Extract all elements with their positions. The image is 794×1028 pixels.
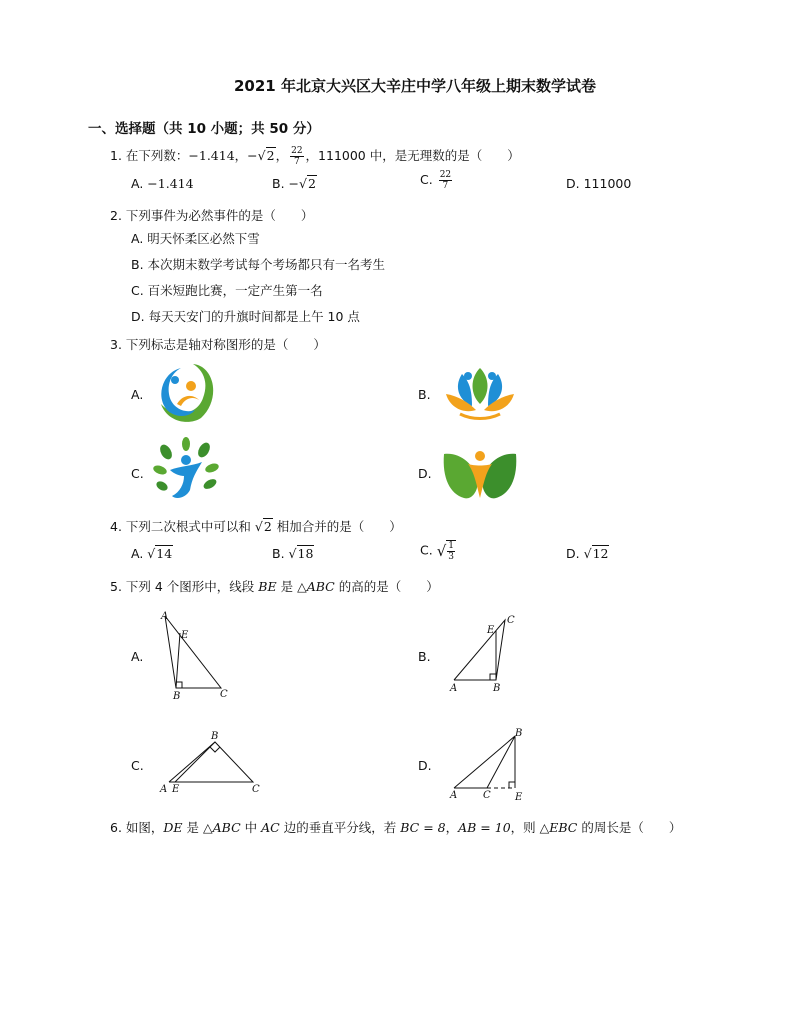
page-title: 2021 年北京大兴区大辛庄中学八年级上期末数学试卷: [234, 77, 596, 95]
q6-sep: ，: [445, 820, 459, 835]
q4-d-label: D.: [566, 546, 580, 561]
q5-triangle: △ABC: [297, 579, 335, 594]
q4-radicand: 2: [263, 519, 272, 534]
q2-option-c: C. 百米短跑比赛，一定产生第一名: [131, 283, 323, 298]
q1-d-label: D.: [566, 176, 580, 191]
q6-triangle: △ABC: [203, 820, 241, 835]
logo-a-image: [153, 360, 219, 426]
q4-a-value: √14: [147, 546, 173, 561]
q2-option-a: A. 明天怀柔区必然下雪: [131, 231, 260, 246]
q4-b-label: B.: [272, 546, 285, 561]
q1-frac-num: 22: [291, 146, 303, 156]
q5-segment: BE: [258, 579, 277, 594]
question-6-stem: [110, 818, 681, 836]
q1-radicand: 2: [266, 148, 275, 163]
q4-option-b: [272, 546, 314, 561]
fig-d-label-c: C: [483, 790, 491, 801]
question-1-stem: [110, 146, 520, 167]
q3-label-d: D.: [418, 466, 432, 481]
q6-ab: AB = 10: [458, 820, 511, 835]
fig-a-label-a: A: [161, 611, 169, 622]
q4-c-label: C.: [420, 542, 433, 558]
q4-a-label: A.: [131, 546, 144, 561]
q1-c-fraction: [439, 170, 452, 191]
q4-c-fraction: [446, 540, 456, 562]
q2-option-b: B. 本次期末数学考试每个考场都只有一名考生: [131, 257, 386, 272]
fig-b-label-e: E: [487, 625, 495, 636]
fig-a-label-c: C: [220, 689, 228, 700]
fig-c-label-a: A: [160, 784, 168, 795]
q4-stem-prefix: 4. 下列二次根式中可以和: [110, 519, 251, 534]
q4-d-value: √12: [583, 546, 609, 561]
q5-label-c: C.: [131, 758, 144, 773]
question-3-stem: 3. 下列标志是轴对称图形的是（ ）: [110, 337, 326, 352]
fig-a-label-b: B: [173, 691, 181, 702]
q6-part-6: 的周长是（ ）: [581, 820, 682, 835]
q1-stem-prefix: 1. 在下列数：: [110, 148, 189, 163]
q4-b-value: √18: [288, 546, 314, 561]
q3-label-c: C.: [131, 466, 144, 481]
fig-d-label-b: B: [515, 728, 523, 739]
q1-stem-suffix: ，111000 中，是无理数的是（ ）: [305, 148, 520, 163]
q4-c-den: 3: [448, 552, 454, 562]
q1-option-c: [420, 170, 454, 191]
fig-d-label-e: E: [515, 792, 523, 803]
q5-stem-prefix: 5. 下列 4 个图形中，线段: [110, 579, 255, 594]
q4-option-c: [420, 540, 458, 562]
q5-label-b: B.: [418, 649, 431, 664]
fig-c-label-e: E: [172, 784, 180, 795]
fig-d-label-a: A: [450, 790, 458, 801]
q5-label-a: A.: [131, 649, 144, 664]
q1-a-label: A.: [131, 176, 144, 191]
q4-d-radicand: 12: [592, 546, 609, 561]
q6-ac: AC: [261, 820, 280, 835]
fig-c-label-b: B: [211, 731, 219, 742]
logo-d-image: [440, 448, 520, 500]
q4-option-d: [566, 546, 609, 561]
q1-option-d: [566, 176, 631, 191]
q5-figure-b: [445, 612, 525, 697]
q5-figure-d: [445, 726, 535, 804]
q6-de: DE: [163, 820, 183, 835]
q4-stem-suffix: 相加合并的是（ ）: [276, 519, 402, 534]
q6-triangle-ebc: △EBC: [539, 820, 578, 835]
fig-b-label-b: B: [493, 683, 501, 694]
q5-stem-mid: 是: [280, 579, 294, 594]
q6-part-2: 是: [186, 820, 200, 835]
fig-b-label-c: C: [507, 615, 515, 626]
question-5-stem: [110, 577, 439, 595]
q6-part-1: 6. 如图，: [110, 820, 164, 835]
q1-frac-den: 7: [293, 157, 300, 167]
q3-label-b: B.: [418, 387, 431, 402]
q4-c-num: 1: [448, 541, 454, 551]
q1-neg-sqrt: −√2，: [247, 148, 289, 163]
q6-bc: BC = 8: [400, 820, 446, 835]
q1-a-value: −1.414: [147, 176, 194, 191]
q1-b-value: −√2: [288, 176, 316, 191]
section-heading: 一、选择题（共 10 小题；共 50 分）: [88, 121, 320, 137]
q2-option-d: D. 每天天安门的升旗时间都是上午 10 点: [131, 309, 360, 324]
logo-b-image: [442, 364, 518, 422]
q5-figure-c: [155, 730, 270, 798]
q5-label-d: D.: [418, 758, 432, 773]
q6-part-4: 边的垂直平分线，若: [283, 820, 397, 835]
q1-c-den: 7: [442, 181, 449, 191]
q5-figure-a: [150, 608, 240, 703]
q4-option-a: [131, 546, 173, 561]
fig-a-label-e: E: [181, 630, 189, 641]
fig-c-label-c: C: [252, 784, 260, 795]
fig-b-label-a: A: [450, 683, 458, 694]
question-4-stem: [110, 517, 402, 535]
q1-d-value: 111000: [583, 176, 632, 191]
q1-number-1: −1.414，: [188, 148, 248, 163]
q4-b-radicand: 18: [297, 546, 314, 561]
q1-fraction: [290, 146, 303, 167]
q1-b-radicand: 2: [308, 176, 316, 191]
q6-part-3: 中: [244, 820, 258, 835]
q1-option-b: [272, 176, 317, 191]
question-2-stem: 2. 下列事件为必然事件的是（ ）: [110, 208, 314, 223]
logo-c-image: [152, 438, 220, 504]
q5-stem-suffix: 的高的是（ ）: [338, 579, 439, 594]
q1-c-label: C.: [420, 172, 433, 187]
q4-sqrt2: √2: [250, 519, 272, 534]
q1-b-label: B.: [272, 176, 285, 191]
q4-a-radicand: 14: [156, 546, 173, 561]
q1-c-num: 22: [439, 170, 452, 180]
q1-option-a: [131, 176, 194, 191]
q4-c-sqrt: √: [436, 542, 447, 560]
q6-part-5: ，则: [510, 820, 536, 835]
q3-label-a: A.: [131, 387, 144, 402]
